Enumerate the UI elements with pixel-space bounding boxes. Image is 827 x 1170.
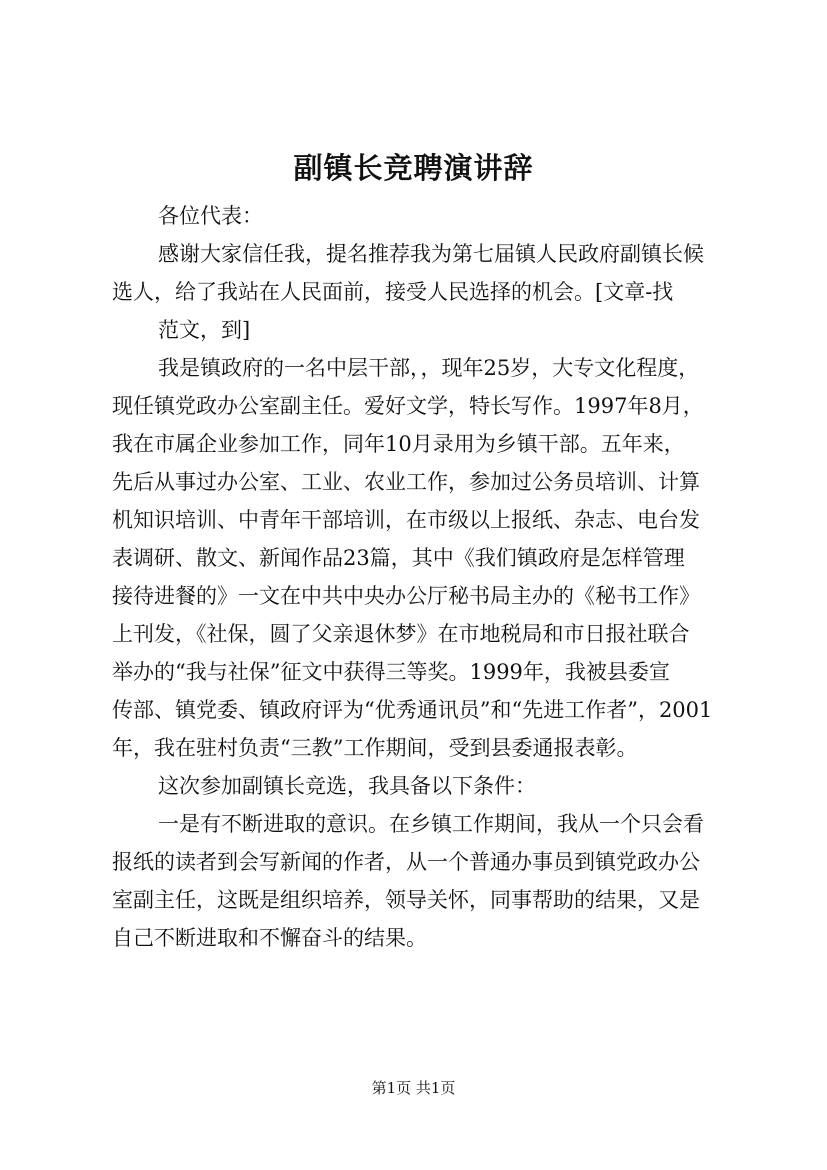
salutation-line: 各位代表： bbox=[158, 204, 263, 228]
text-line: 我在市属企业参加工作，同年10月录用为乡镇干部。五年来， bbox=[112, 432, 685, 456]
text-line: 报纸的读者到会写新闻的作者，从一个普通办事员到镇党政办公 bbox=[112, 850, 700, 874]
text-line: 年，我在驻村负责“三教”工作期间，受到县委通报表彰。 bbox=[112, 736, 638, 760]
text-line: 这次参加副镇长竞选，我具备以下条件： bbox=[158, 774, 536, 798]
text-line: 表调研、散文、新闻作品23篇，其中《我们镇政府是怎样管理 bbox=[112, 546, 685, 570]
text-line: 机知识培训、中青年干部培训，在市级以上报纸、杂志、电台发 bbox=[112, 508, 700, 532]
text-line: 上刊发，《社保，圆了父亲退休梦》在市地税局和市日报社联合 bbox=[112, 622, 690, 646]
text-line: 我是镇政府的一名中层干部，，现年25岁，大专文化程度， bbox=[158, 356, 700, 380]
text-line: 先后从事过办公室、工业、农业工作，参加过公务员培训、计算 bbox=[112, 470, 700, 494]
text-line: 自己不断进取和不懈奋斗的结果。 bbox=[112, 926, 427, 950]
text-line: 感谢大家信任我，提名推荐我为第七届镇人民政府副镇长候 bbox=[158, 242, 704, 266]
document-body bbox=[112, 197, 732, 957]
text-line: 现任镇党政办公室副主任。爱好文学，特长写作。1997年8月， bbox=[112, 394, 704, 418]
text-line: 举办的“我与社保”征文中获得三等奖。1999年，我被县委宣 bbox=[112, 660, 670, 684]
page-number-footer: 第1页 共1页 bbox=[371, 1079, 456, 1097]
text-line: 传部、镇党委、镇政府评为“优秀通讯员”和“先进工作者”，2001 bbox=[112, 698, 713, 722]
text-line: 选人，给了我站在人民面前，接受人民选择的机会。[文章-找 bbox=[112, 280, 674, 304]
document-title: 副镇长竞聘演讲辞 bbox=[293, 151, 534, 185]
text-line: 接待进餐的》一文在中共中央办公厅秘书局主办的《秘书工作》 bbox=[112, 584, 700, 608]
text-line: 范文，到] bbox=[158, 318, 251, 342]
text-line: 一是有不断进取的意识。在乡镇工作期间，我从一个只会看 bbox=[158, 812, 704, 836]
text-line: 室副主任，这既是组织培养，领导关怀，同事帮助的结果，又是 bbox=[112, 888, 700, 912]
